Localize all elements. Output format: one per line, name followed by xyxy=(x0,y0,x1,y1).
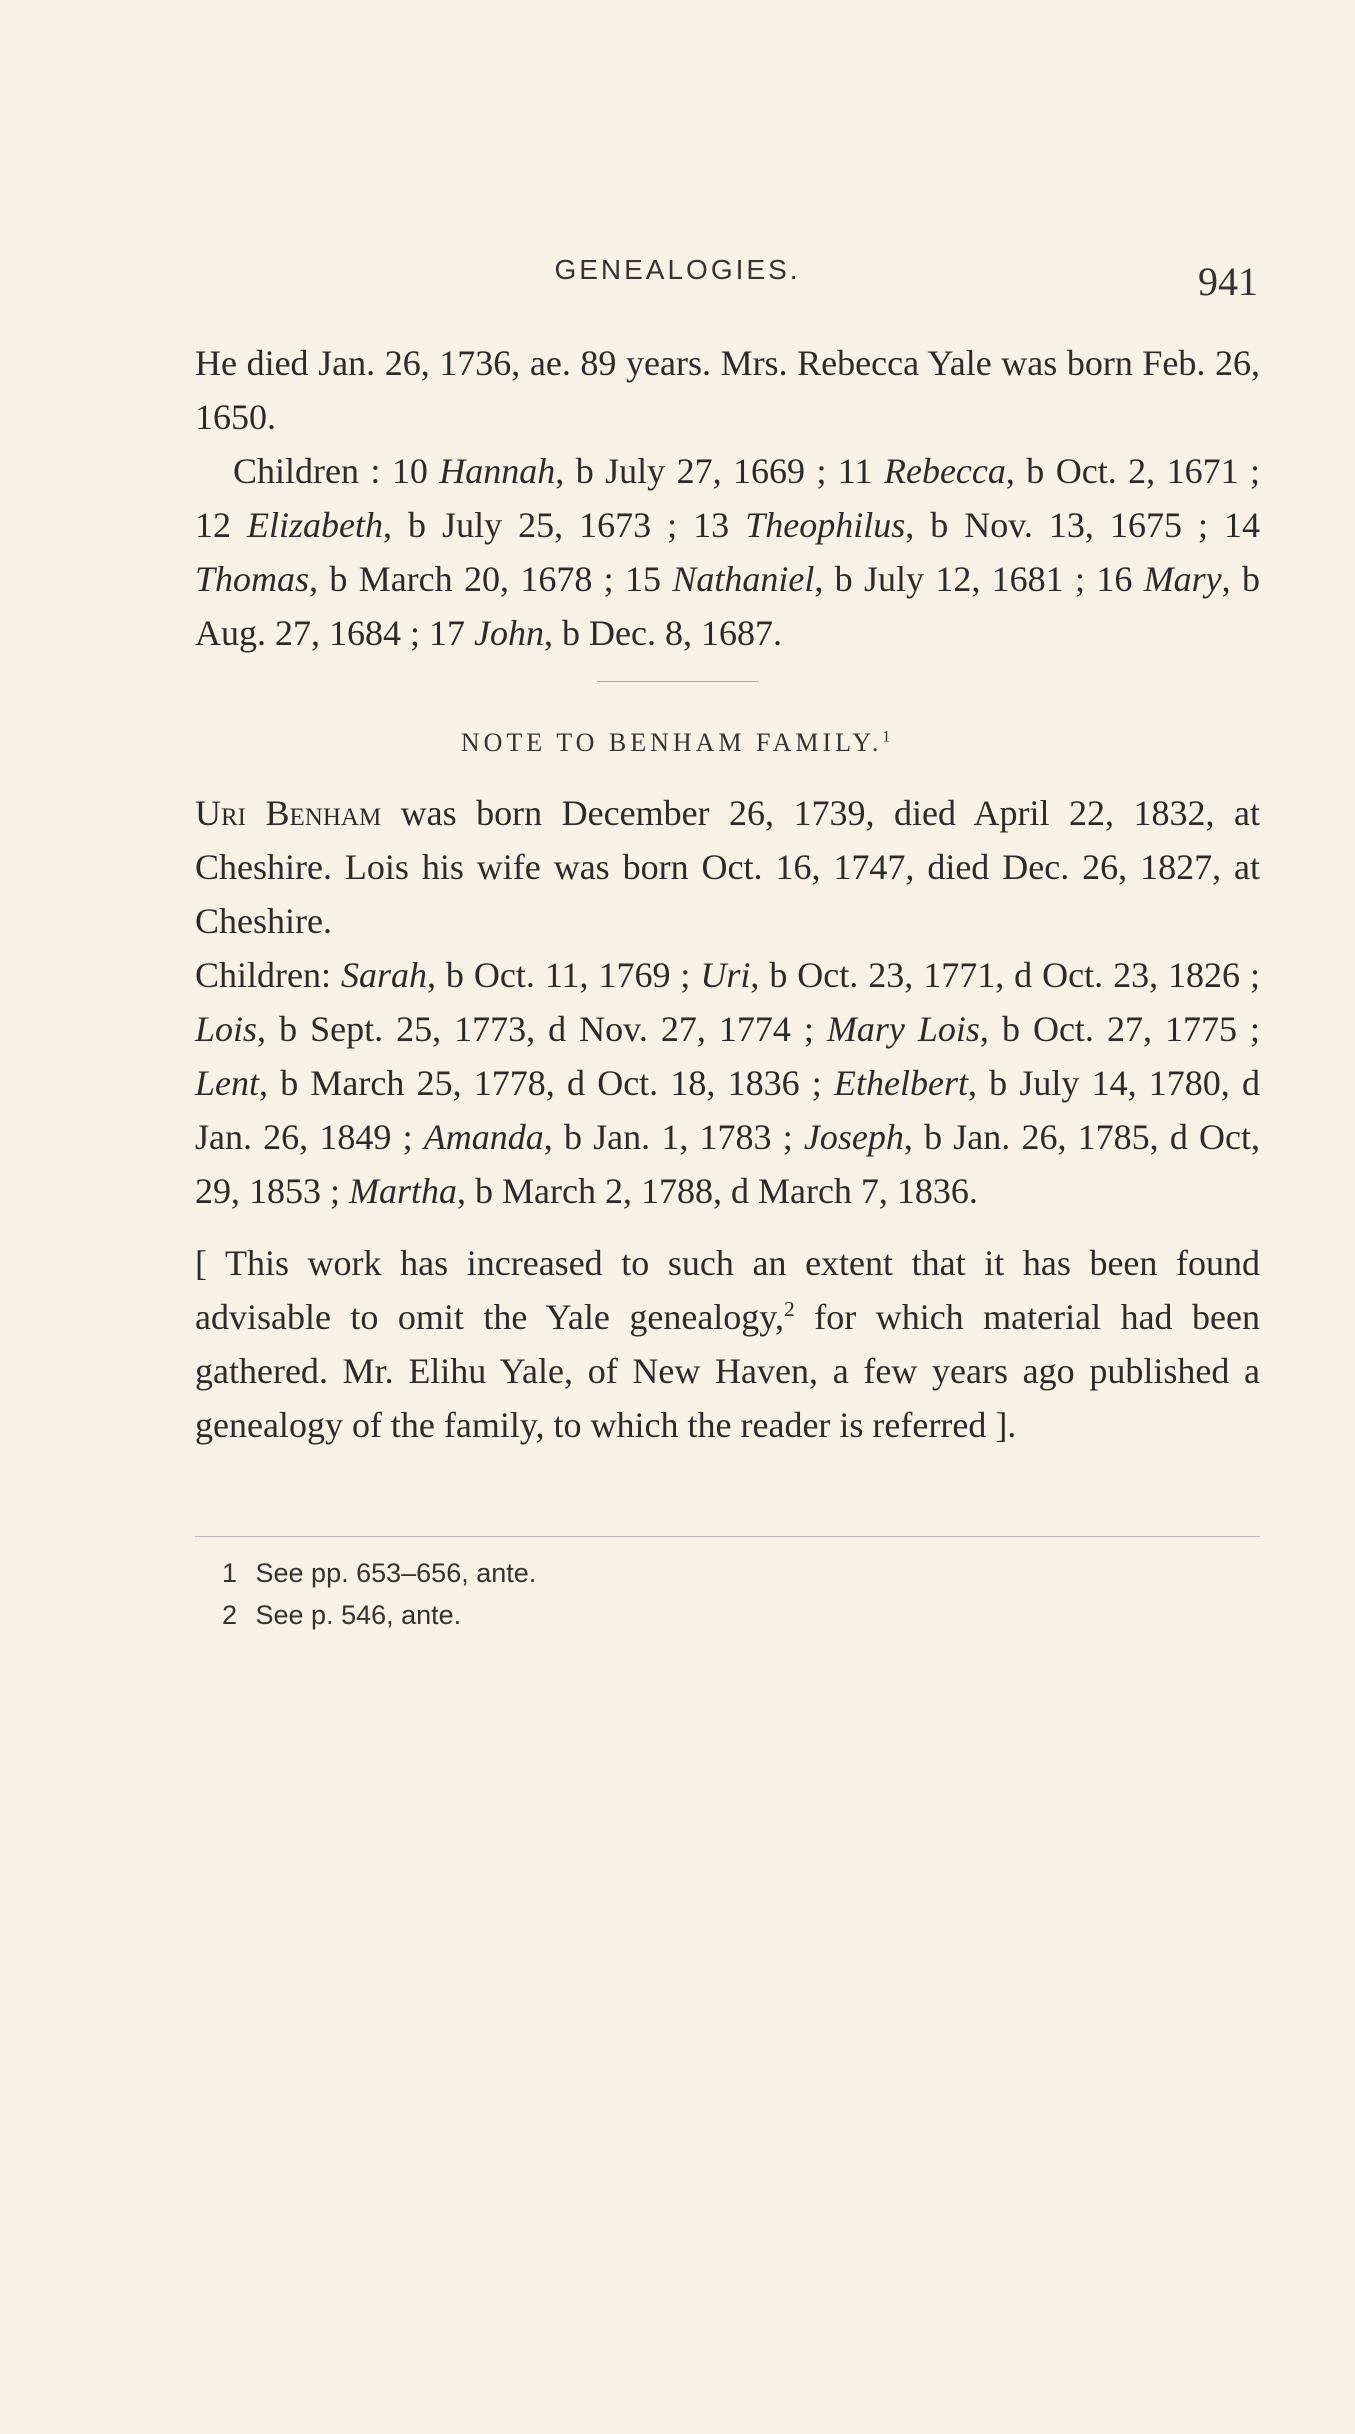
footnote-2 xyxy=(222,1594,536,1636)
text-run: , b Oct. 27, 1775 ; xyxy=(979,1009,1260,1049)
child-name: Joseph xyxy=(803,1117,904,1157)
text-run: , b July 25, 1673 ; 13 xyxy=(383,505,746,545)
text-run: , b Jan. 26, 1785, d Oct, 29, 1853 ; xyxy=(195,1117,1260,1211)
footnote-divider xyxy=(195,1536,1260,1537)
text-run: , b March 25, 1778, d Oct. 18, 1836 ; xyxy=(259,1063,834,1103)
text-run: , b March 20, 1678 ; 15 xyxy=(309,559,673,599)
page-number: 941 xyxy=(1198,259,1258,304)
benham-section xyxy=(195,786,1260,1452)
text-run: Children: xyxy=(195,955,341,995)
text-run: , b Aug. 27, 1684 ; 17 xyxy=(195,559,1261,653)
footnote-number: 2 xyxy=(222,1600,238,1630)
child-name: Hannah xyxy=(439,451,556,491)
child-name: Mary xyxy=(1143,559,1222,599)
text-run: , b Oct. 2, 1671 ; 12 xyxy=(195,451,1261,545)
child-name: Theophilus xyxy=(745,505,906,545)
text-run: , b March 2, 1788, d March 7, 1836. xyxy=(457,1171,978,1211)
child-name: Sarah xyxy=(340,955,427,995)
text-run: , b July 27, 1669 ; 11 xyxy=(555,451,884,491)
text-run: , b Jan. 1, 1783 ; xyxy=(543,1117,804,1157)
child-name: Lois xyxy=(195,1009,258,1049)
footnote-number: 1 xyxy=(222,1558,238,1588)
child-name: Ethelbert xyxy=(834,1063,968,1103)
text-run: , b Oct. 23, 1771, d Oct. 23, 1826 ; xyxy=(750,955,1260,995)
child-name: John xyxy=(474,613,544,653)
text-run: , b July 12, 1681 ; 16 xyxy=(814,559,1144,599)
text-run: , b Nov. 13, 1675 ; 14 xyxy=(905,505,1260,545)
section-divider xyxy=(597,681,759,682)
footnote-text: See pp. 653–656, ante. xyxy=(255,1558,537,1588)
text-run: was born December 26, 1739, died April 22, 1832, at Cheshire. Lois his wife was born Oct. 16, 1747, died Dec. 26, 1827, at Cheshire. xyxy=(195,793,1260,941)
footnote-ref: 2 xyxy=(783,1297,795,1321)
children-paragraph-yale xyxy=(195,444,1260,660)
text-run: , b Sept. 25, 1773, d Nov. 27, 1774 ; xyxy=(257,1009,827,1049)
text-run: , b July 14, 1780, d Jan. 26, 1849 ; xyxy=(195,1063,1261,1157)
child-name: Uri xyxy=(700,955,751,995)
text-run: Children : 10 xyxy=(233,451,440,491)
editorial-note-paragraph xyxy=(195,1236,1260,1452)
text-run: , b Oct. 11, 1769 ; xyxy=(426,955,701,995)
heading-text: NOTE TO BENHAM FAMILY. xyxy=(460,728,883,757)
running-title: GENEALOGIES. xyxy=(554,254,801,285)
section-heading xyxy=(0,728,1355,758)
footnotes xyxy=(222,1552,536,1636)
footnote-ref: 1 xyxy=(882,728,895,746)
child-name: Thomas xyxy=(195,559,310,599)
text-run: [ This work has increased to such an extent that it has been found advisable to omit the Yale genealogy, xyxy=(195,1243,1260,1337)
child-name: Amanda xyxy=(423,1117,544,1157)
yale-section xyxy=(195,336,1260,660)
text-run: for which material had been gathered. Mr. Elihu Yale, of New Haven, a few years ago published a genealogy of the family, to which the reader is referred ]. xyxy=(195,1297,1260,1445)
text-run: , b Dec. 8, 1687. xyxy=(543,613,782,653)
footnote-text: See p. 546, ante. xyxy=(255,1600,462,1630)
child-name: Martha xyxy=(349,1171,458,1211)
child-name: Lent xyxy=(195,1063,260,1103)
child-name: Mary Lois xyxy=(826,1009,980,1049)
children-paragraph-benham xyxy=(195,948,1260,1218)
person-name: Uri Benham xyxy=(195,793,382,833)
child-name: Elizabeth xyxy=(247,505,384,545)
child-name: Rebecca xyxy=(883,451,1006,491)
child-name: Nathaniel xyxy=(672,559,815,599)
footnote-1 xyxy=(222,1552,536,1594)
death-paragraph: He died Jan. 26, 1736, ae. 89 years. Mrs. Rebecca Yale was born Feb. 26, 1650. xyxy=(195,343,1260,437)
benham-intro-paragraph xyxy=(195,786,1260,948)
